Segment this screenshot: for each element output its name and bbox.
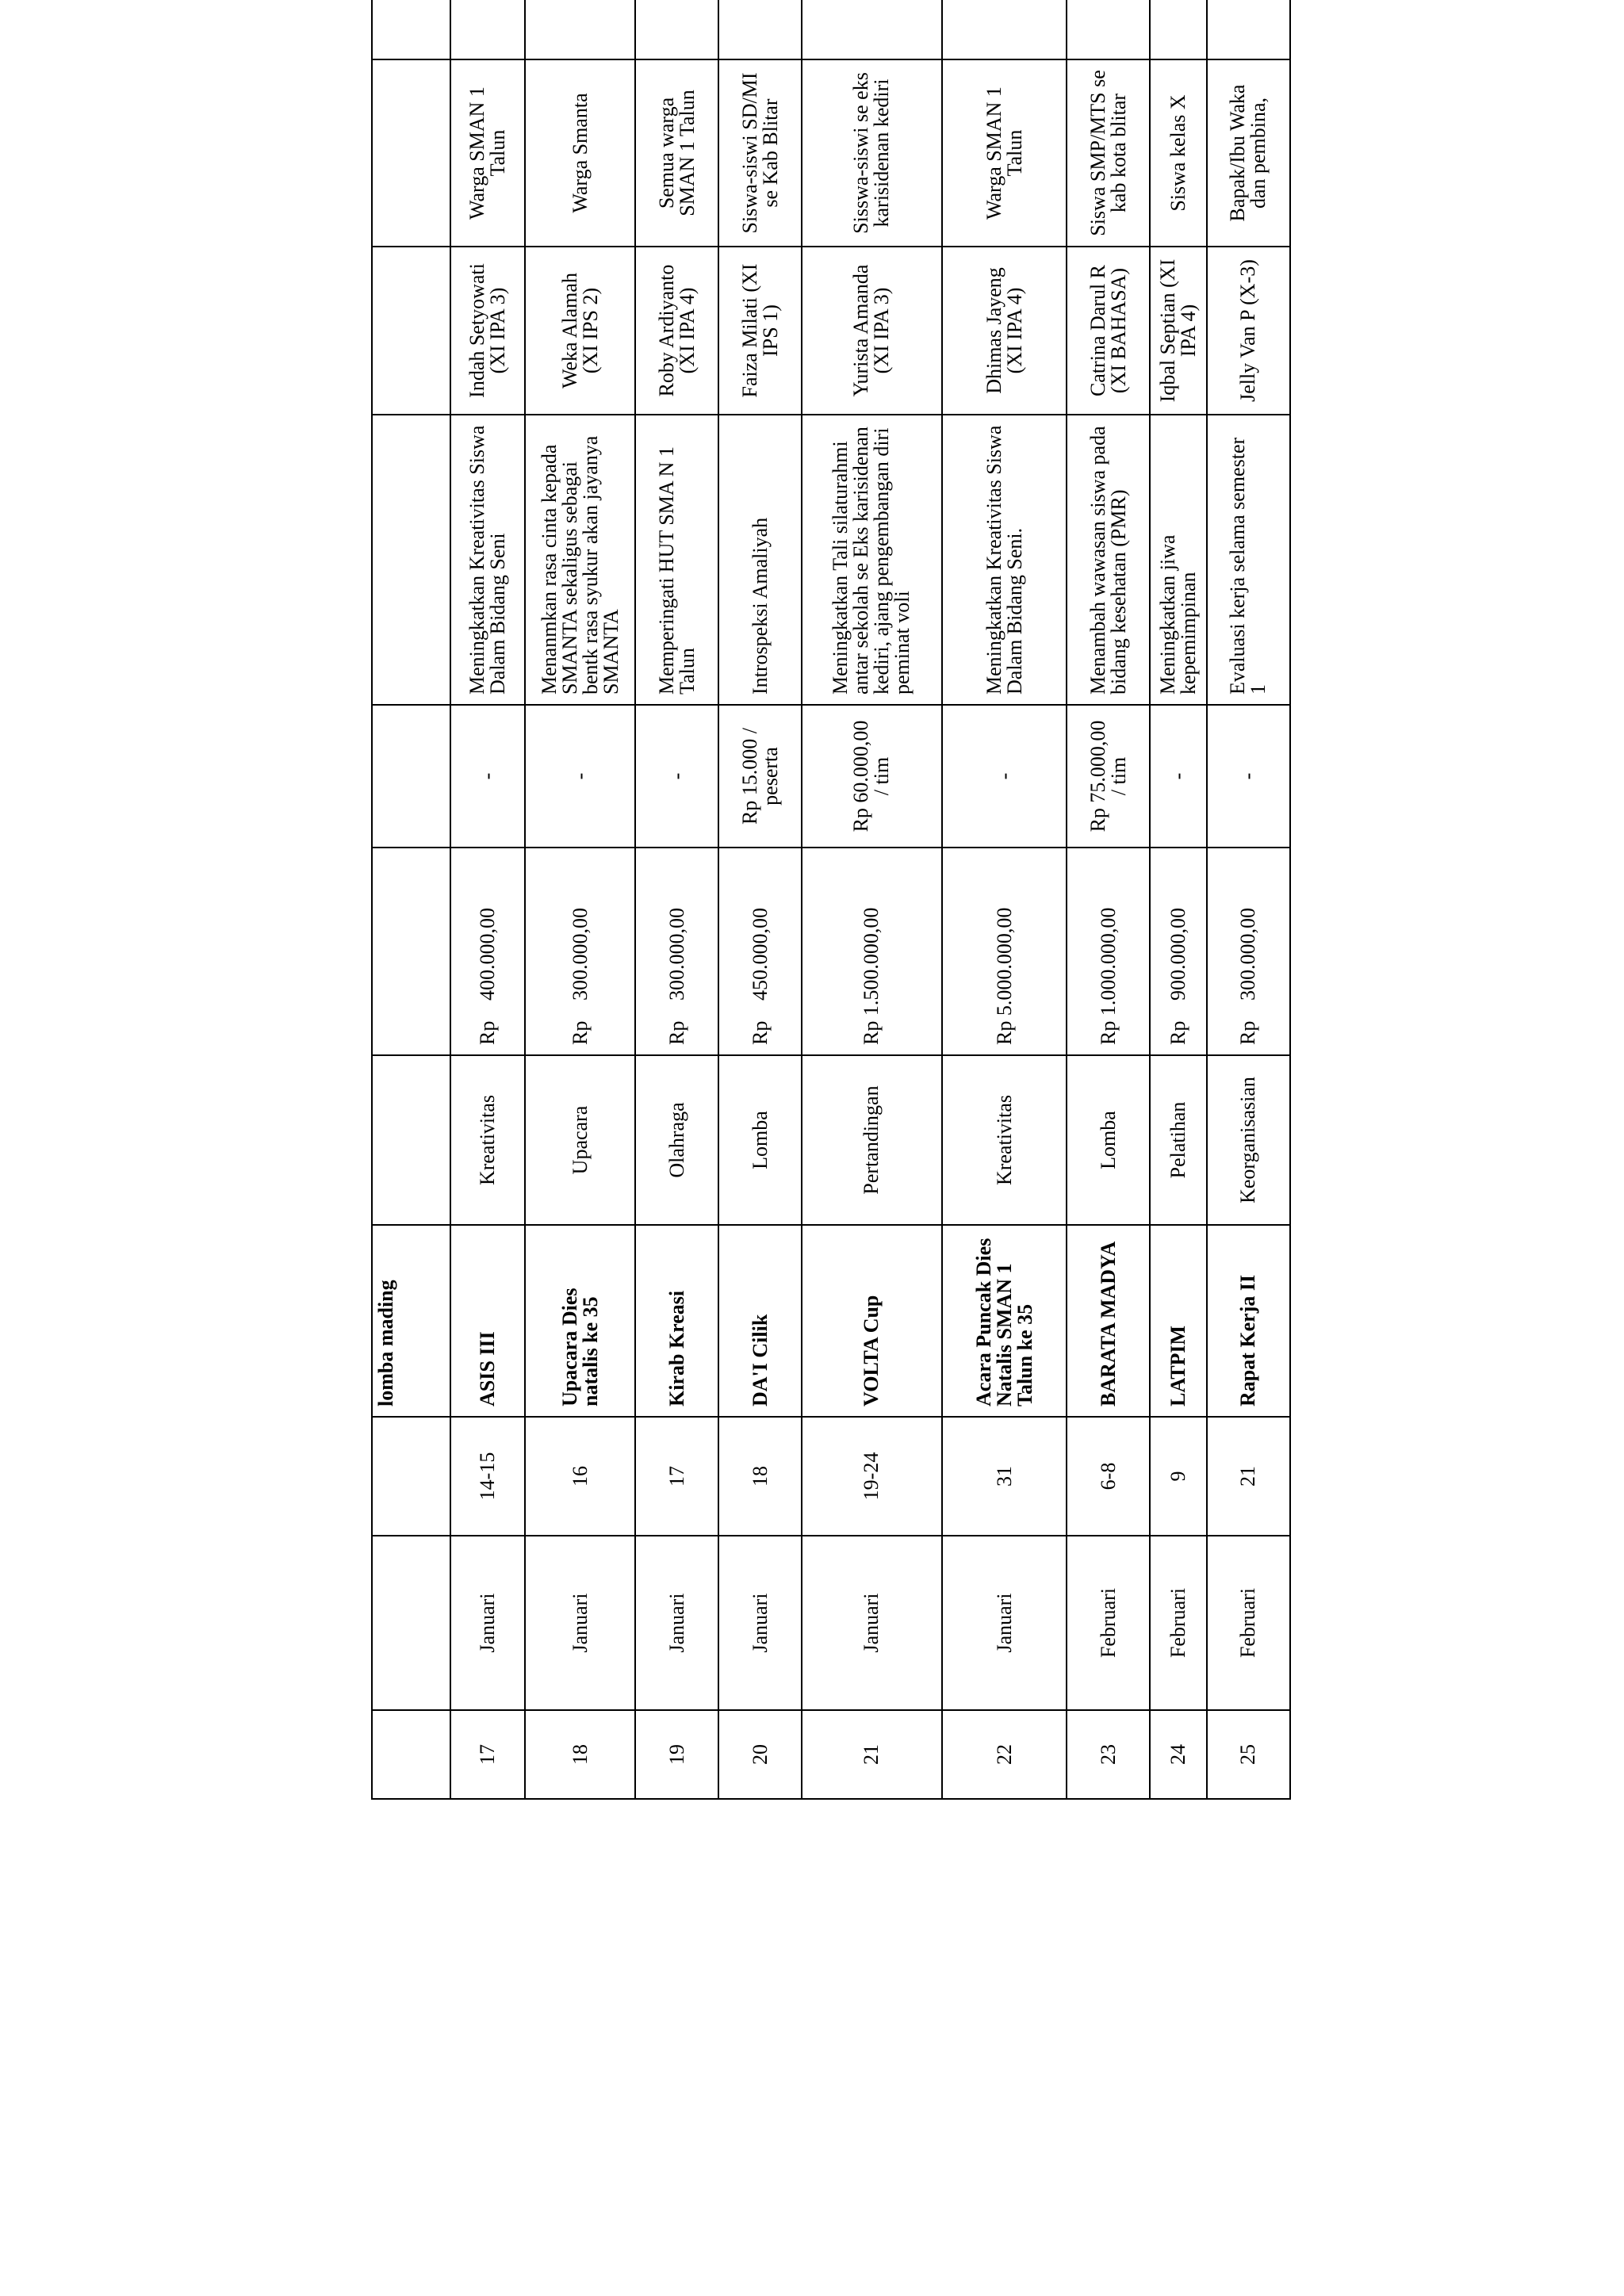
cell-bulan (372, 1536, 450, 1710)
cell-nama-kegiatan: VOLTA Cup (802, 1225, 942, 1417)
cell-no (372, 1710, 450, 1799)
cell-tujuan: Introspeksi Amaliyah (718, 415, 802, 705)
cell-keterangan (372, 0, 450, 59)
currency-symbol: Rp (1236, 1020, 1260, 1045)
cell-no: 22 (942, 1710, 1067, 1799)
cell-tujuan: Evaluasi kerja selama semester 1 (1207, 415, 1290, 705)
cell-biaya: - (1207, 705, 1290, 848)
amount-value: 300.000,00 (568, 908, 592, 1001)
cell-nama-kegiatan: ASIS III (450, 1225, 526, 1417)
table-row (802, 0, 942, 1799)
cell-biaya: - (942, 705, 1067, 848)
cell-penanggung-jawab: Iqbal Septian (XI IPA 4) (1150, 247, 1206, 415)
table-body (372, 0, 1290, 1799)
currency-symbol: Rp (748, 1020, 772, 1045)
cell-anggaran: Rp 1.500.000,00 (802, 848, 942, 1055)
cell-penanggung-jawab: Indah Setyowati (XI IPA 3) (450, 247, 526, 415)
amount-value: 900.000,00 (1166, 908, 1190, 1001)
cell-keterangan (802, 0, 942, 59)
cell-penanggung-jawab: Jelly Van P (X-3) (1207, 247, 1290, 415)
table-row-partial (372, 0, 450, 1799)
cell-bulan: Januari (942, 1536, 1067, 1710)
cell-sasaran: Siswa kelas X (1150, 59, 1206, 247)
cell-tujuan (372, 415, 450, 705)
cell-bulan: Januari (635, 1536, 718, 1710)
cell-keterangan (1067, 0, 1150, 59)
cell-tanggal: 9 (1150, 1417, 1206, 1536)
cell-no: 23 (1067, 1710, 1150, 1799)
cell-tujuan: Meningkatkan Kreativitas Siswa Dalam Bidang Seni. (942, 415, 1067, 705)
table-row (1067, 0, 1150, 1799)
cell-jenis (372, 1055, 450, 1225)
cell-bulan: Januari (450, 1536, 526, 1710)
cell-anggaran (372, 848, 450, 1055)
cell-jenis: Lomba (1067, 1055, 1150, 1225)
cell-tujuan: Meningkatkan Tali silaturahmi antar sekolah se Eks karisidenan kediri, ajang pengembangan diri peminat voli (802, 415, 942, 705)
currency-symbol: Rp (665, 1020, 688, 1045)
cell-keterangan (525, 0, 635, 59)
cell-biaya: - (1150, 705, 1206, 848)
cell-jenis: Keorganisasian (1207, 1055, 1290, 1225)
table-row (1207, 0, 1290, 1799)
cell-penanggung-jawab: Faiza Milati (XI IPS 1) (718, 247, 802, 415)
cell-anggaran (525, 848, 635, 1055)
cell-penanggung-jawab: Yurista Amanda (XI IPA 3) (802, 247, 942, 415)
cell-biaya: - (450, 705, 526, 848)
cell-bulan: Februari (1067, 1536, 1150, 1710)
cell-anggaran (635, 848, 718, 1055)
cell-no: 21 (802, 1710, 942, 1799)
cell-anggaran: Rp 5.000.000,00 (942, 848, 1067, 1055)
cell-keterangan (942, 0, 1067, 59)
cell-nama-kegiatan: Upacara Dies natalis ke 35 (525, 1225, 635, 1417)
cell-tanggal: 21 (1207, 1417, 1290, 1536)
cell-tujuan: Meningkatkan jiwa kepemimpinan (1150, 415, 1206, 705)
cell-tanggal (372, 1417, 450, 1536)
amount-value: 300.000,00 (665, 908, 688, 1001)
cell-nama-kegiatan: Kirab Kreasi (635, 1225, 718, 1417)
cell-anggaran (1150, 848, 1206, 1055)
table-row (718, 0, 802, 1799)
cell-tanggal: 17 (635, 1417, 718, 1536)
program-table (371, 0, 1291, 1800)
cell-tanggal: 6-8 (1067, 1417, 1150, 1536)
table-row (635, 0, 718, 1799)
cell-no: 20 (718, 1710, 802, 1799)
cell-nama-kegiatan: DA'I Cilik (718, 1225, 802, 1417)
cell-sasaran: Warga Smanta (525, 59, 635, 247)
currency-symbol: Rp (476, 1020, 500, 1045)
cell-jenis: Pelatihan (1150, 1055, 1206, 1225)
cell-nama-kegiatan: BARATA MADYA (1067, 1225, 1150, 1417)
cell-penanggung-jawab: Catrina Darul R (XI BAHASA) (1067, 247, 1150, 415)
cell-anggaran: Rp 1.000.000,00 (1067, 848, 1150, 1055)
cell-nama-kegiatan: lomba mading (372, 1225, 450, 1417)
cell-no: 19 (635, 1710, 718, 1799)
cell-no: 24 (1150, 1710, 1206, 1799)
table-row (1150, 0, 1206, 1799)
table-row (525, 0, 635, 1799)
currency-symbol: Rp (1166, 1020, 1190, 1045)
cell-penanggung-jawab (372, 247, 450, 415)
cell-keterangan (635, 0, 718, 59)
cell-tanggal: 14-15 (450, 1417, 526, 1536)
cell-sasaran: Warga SMAN 1 Talun (450, 59, 526, 247)
rotated-page (371, 70, 1291, 1800)
cell-bulan: Januari (525, 1536, 635, 1710)
currency-symbol: Rp (568, 1020, 592, 1045)
cell-tujuan: Menanmkan rasa cinta kepada SMANTA sekaligus sebagai bentk rasa syukur akan jayanya SMANTA (525, 415, 635, 705)
cell-penanggung-jawab: Weka Alamah (XI IPS 2) (525, 247, 635, 415)
amount-value: 400.000,00 (476, 908, 500, 1001)
cell-keterangan (1207, 0, 1290, 59)
cell-bulan: Januari (802, 1536, 942, 1710)
cell-tanggal: 18 (718, 1417, 802, 1536)
cell-sasaran: Sisswa-siswi se eks karisidenan kediri (802, 59, 942, 247)
amount-value: 450.000,00 (748, 908, 772, 1001)
cell-tujuan: Meningkatkan Kreativitas Siswa Dalam Bidang Seni (450, 415, 526, 705)
cell-anggaran (718, 848, 802, 1055)
cell-nama-kegiatan: LATPIM (1150, 1225, 1206, 1417)
cell-no: 18 (525, 1710, 635, 1799)
cell-sasaran: Siswa-siswi SD/MI se Kab Blitar (718, 59, 802, 247)
cell-no: 17 (450, 1710, 526, 1799)
table-row (450, 0, 526, 1799)
cell-jenis: Pertandingan (802, 1055, 942, 1225)
table-row (942, 0, 1067, 1799)
cell-sasaran: Semua warga SMAN 1 Talun (635, 59, 718, 247)
cell-keterangan (718, 0, 802, 59)
cell-tanggal: 31 (942, 1417, 1067, 1536)
cell-jenis: Upacara (525, 1055, 635, 1225)
cell-sasaran: Warga SMAN 1 Talun (942, 59, 1067, 247)
cell-tanggal: 16 (525, 1417, 635, 1536)
cell-jenis: Kreativitas (942, 1055, 1067, 1225)
cell-sasaran (372, 59, 450, 247)
cell-penanggung-jawab: Roby Ardiyanto (XI IPA 4) (635, 247, 718, 415)
cell-anggaran (450, 848, 526, 1055)
cell-biaya (372, 705, 450, 848)
cell-bulan: Februari (1150, 1536, 1206, 1710)
cell-tanggal: 19-24 (802, 1417, 942, 1536)
amount-value: 300.000,00 (1236, 908, 1260, 1001)
cell-bulan: Februari (1207, 1536, 1290, 1710)
cell-penanggung-jawab: Dhimas Jayeng (XI IPA 4) (942, 247, 1067, 415)
cell-tujuan: Menambah wawasan siswa pada bidang kesehatan (PMR) (1067, 415, 1150, 705)
cell-nama-kegiatan: Acara Puncak Dies Natalis SMAN 1 Talun ke 35 (942, 1225, 1067, 1417)
cell-tujuan: Memperingati HUT SMA N 1 Talun (635, 415, 718, 705)
cell-bulan: Januari (718, 1536, 802, 1710)
cell-jenis: Kreativitas (450, 1055, 526, 1225)
cell-biaya: - (525, 705, 635, 848)
cell-jenis: Lomba (718, 1055, 802, 1225)
cell-biaya: Rp 75.000,00 / tim (1067, 705, 1150, 848)
cell-biaya: Rp 60.000,00 / tim (802, 705, 942, 848)
cell-biaya: - (635, 705, 718, 848)
cell-jenis: Olahraga (635, 1055, 718, 1225)
cell-keterangan (1150, 0, 1206, 59)
cell-nama-kegiatan: Rapat Kerja II (1207, 1225, 1290, 1417)
cell-keterangan (450, 0, 526, 59)
cell-sasaran: Bapak/Ibu Waka dan pembina, (1207, 59, 1290, 247)
cell-sasaran: Siswa SMP/MTS se kab kota blitar (1067, 59, 1150, 247)
cell-biaya: Rp 15.000 / peserta (718, 705, 802, 848)
cell-anggaran (1207, 848, 1290, 1055)
cell-no: 25 (1207, 1710, 1290, 1799)
